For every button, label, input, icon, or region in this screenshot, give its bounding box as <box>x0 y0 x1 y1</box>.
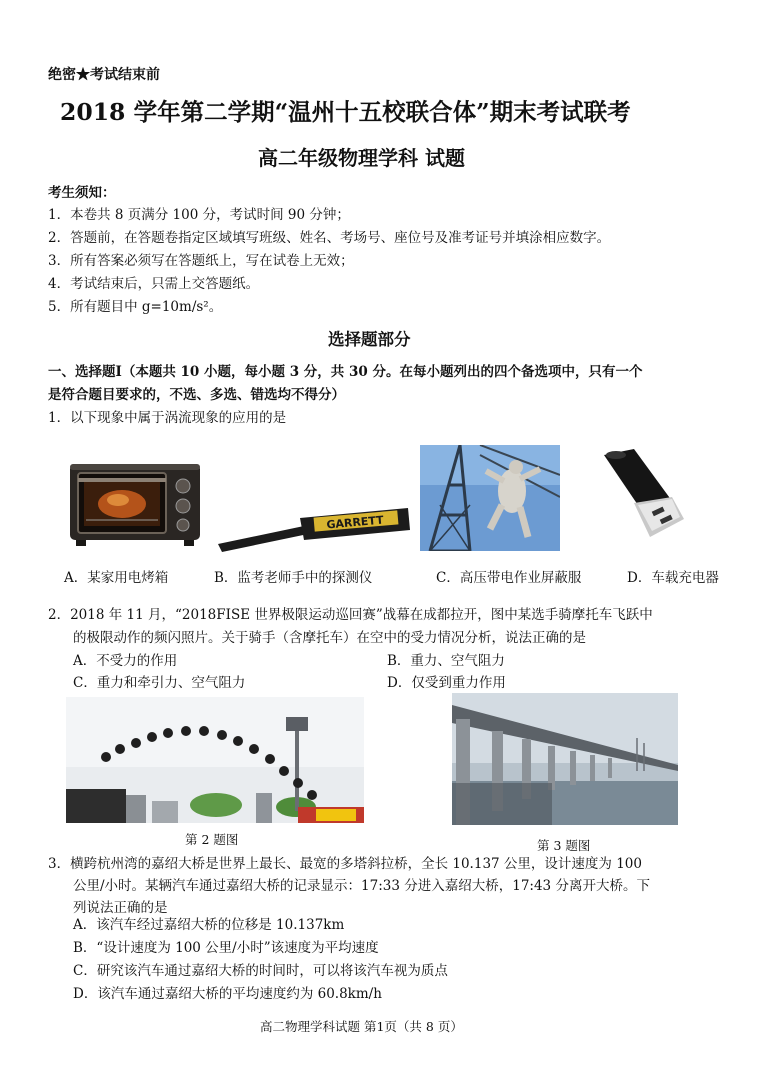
q3-option-a: A．该汽车经过嘉绍大桥的位移是 10.137km <box>73 917 345 933</box>
confidential-label: 绝密★考试结束前 <box>48 67 160 83</box>
q1-option-c: C．高压带电作业屏蔽服 <box>436 570 582 586</box>
q3-option-d: D．该汽车通过嘉绍大桥的平均速度约为 60.8km/h <box>73 986 382 1002</box>
section-instruction-cont: 是符合题目要求的，不选、多选、错选均不得分） <box>48 387 345 403</box>
q1-stem: 1．以下现象中属于涡流现象的应用的是 <box>48 410 287 426</box>
q2-stem-cont: 的极限动作的频闪照片。关于骑手（含摩托车）在空中的受力情况分析，说法正确的是 <box>73 630 586 646</box>
q1-option-b: B．监考老师手中的探测仪 <box>214 570 373 586</box>
q3-option-c: C．研究该汽车通过嘉绍大桥的时间时，可以将该汽车视为质点 <box>73 963 448 979</box>
q2-option-b: B．重力、空气阻力 <box>387 653 505 669</box>
q3-figure-caption: 第 3 题图 <box>537 838 591 853</box>
power-line-worker-image <box>420 445 560 551</box>
notice-item: 1．本卷共 8 页满分 100 分，考试时间 90 分钟； <box>48 207 350 223</box>
page-footer: 高二物理学科试题 第1页（共 8 页） <box>260 1019 463 1034</box>
q2-stem: 2．2018 年 11 月，“2018FISE 世界极限运动巡回赛”战幕在成都拉开，图中某选手骑摩托车飞跃中 <box>48 607 653 623</box>
oven-image <box>66 458 206 550</box>
q3-stem: 3．横跨杭州湾的嘉绍大桥是世界上最长、最宽的多塔斜拉桥，全长 10.137 公里，设计速度为 100 <box>48 856 642 872</box>
notice-heading: 考生须知： <box>48 185 116 201</box>
notice-item: 3．所有答案必须写在答题纸上，写在试卷上无效； <box>48 253 354 269</box>
q2-option-d: D．仅受到重力作用 <box>387 675 506 691</box>
notice-item: 2．答题前，在答题卷指定区域填写班级、姓名、考场号、座位号及准考证号并填涂相应数字。 <box>48 230 611 246</box>
motorcycle-jump-photo <box>66 697 364 823</box>
metal-detector-image <box>212 500 414 556</box>
section-title: 选择题部分 <box>328 330 411 349</box>
q1-option-a: A．某家用电烤箱 <box>64 570 169 586</box>
exam-title: 2018 学年第二学期“温州十五校联合体”期末考试联考 <box>60 98 631 126</box>
detector-brand-text: GARRETT <box>325 513 385 532</box>
q2-figure-caption: 第 2 题图 <box>185 832 239 847</box>
exam-subtitle: 高二年级物理学科 试题 <box>258 146 465 170</box>
notice-item: 4．考试结束后，只需上交答题纸。 <box>48 276 260 292</box>
q1-option-d: D．车载充电器 <box>627 570 719 586</box>
car-charger-image <box>590 447 688 545</box>
section-instruction: 一、选择题Ⅰ（本题共 10 小题，每小题 3 分，共 30 分。在每小题列出的四个备选项中，只有一个 <box>48 364 643 380</box>
q2-option-c: C．重力和牵引力、空气阻力 <box>73 675 246 691</box>
q3-stem-cont: 公里/小时。某辆汽车通过嘉绍大桥的记录显示：17:33 分进入嘉绍大桥，17:43 分离开大桥。下 <box>73 878 650 894</box>
notice-item: 5．所有题目中 g=10m/s²。 <box>48 299 223 315</box>
bridge-photo <box>452 693 678 825</box>
q3-option-b: B．“设计速度为 100 公里/小时”该速度为平均速度 <box>73 940 379 956</box>
q3-stem-cont: 列说法正确的是 <box>73 900 168 916</box>
q2-option-a: A．不受力的作用 <box>73 653 178 669</box>
